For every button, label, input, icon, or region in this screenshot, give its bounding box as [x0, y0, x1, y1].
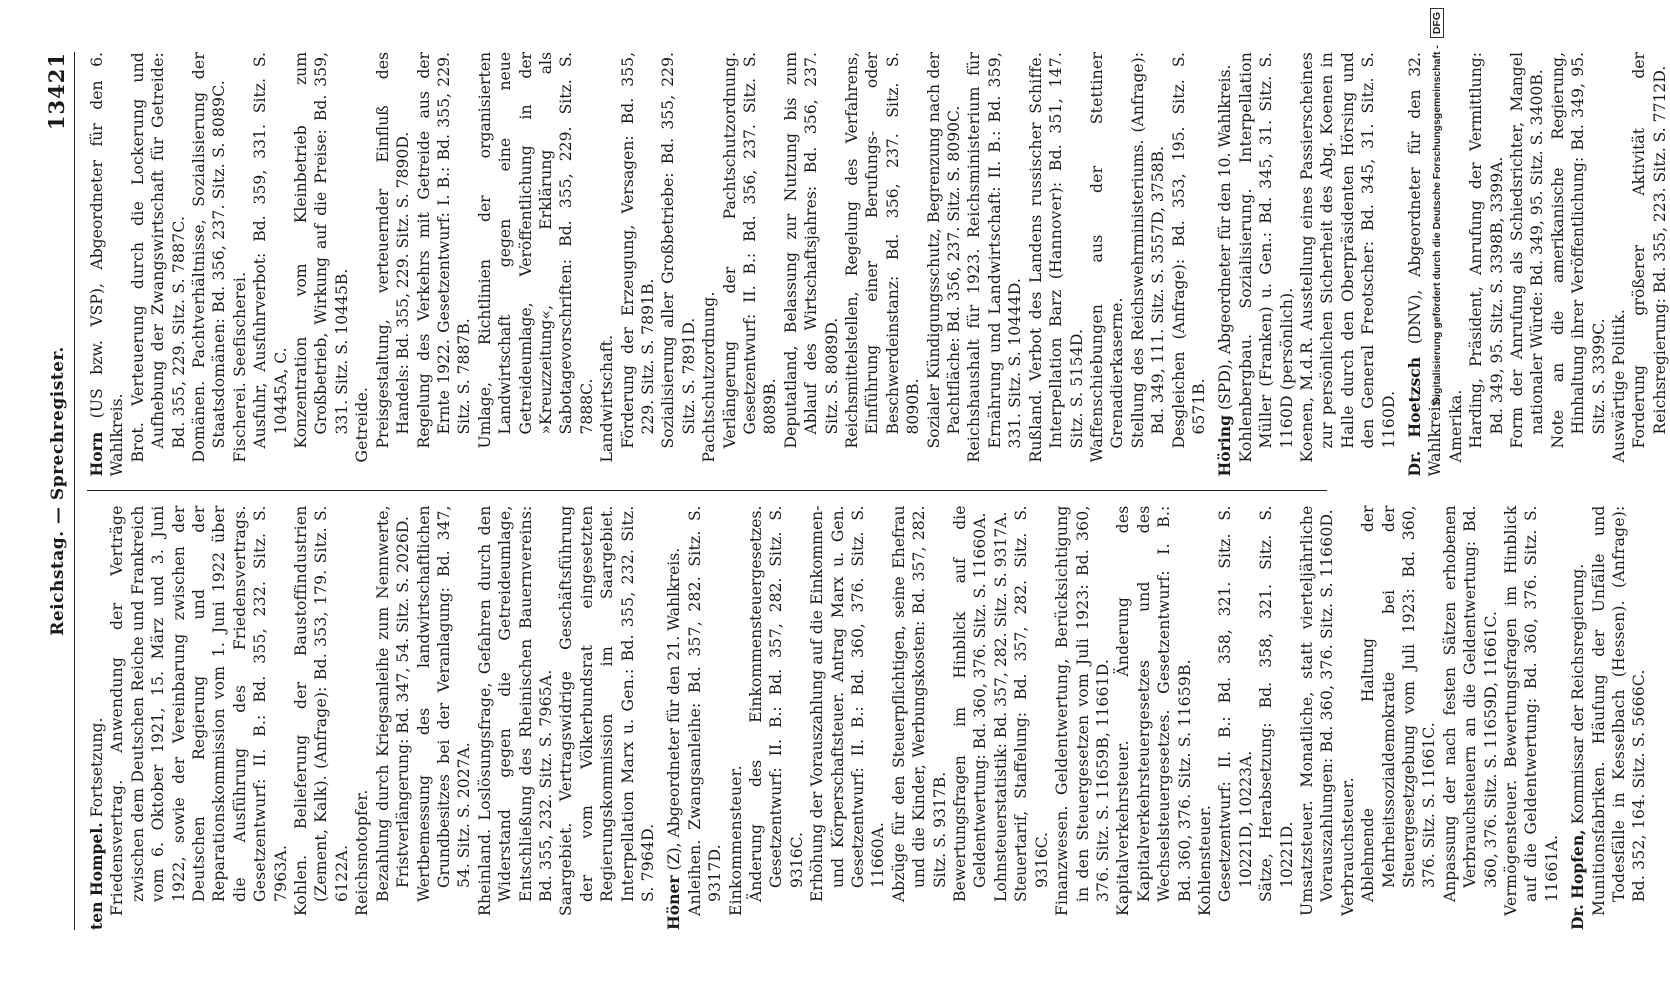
subject-subentry: Änderung des Einkommensteuergesetzes. Gesetzentwurf: II. B.: Bd. 357, 282. Sitz. S. 9316C.: [747, 505, 806, 902]
running-head: [44, 52, 75, 930]
subject-subentry: Reichsmittelstellen, Regelung des Verfahrens, Einführung einer Berufungs- oder Beschwerdeinstanz: Bd. 356, 237. Sitz. S. 8090B.: [843, 52, 923, 449]
subject-subentry: Verlängerung der Pachtschutzordnung. Gesetzentwurf: II. B.: Bd. 356, 237. Sitz. S. 8089B.: [720, 52, 780, 449]
speaker-details: (DNV), Abgeordneter für den 32. Wahlkreis.: [1406, 51, 1445, 477]
register-entry: [1568, 506, 1650, 931]
page-title: Reichstag. — Sprechregister.: [48, 346, 68, 636]
subject-subentry: Konzentration vom Kleinbetrieb zum Großbetrieb, Wirkung auf die Preise: Bd. 359, 331. Sitz. S. 10445B.: [292, 52, 351, 449]
speaker-name: Dr. Hopfen,: [1568, 829, 1588, 930]
subject-subentry: Regelung des Verkehrs mit Getreide aus der Ernte 1922. Gesetzentwurf: I. B.: Bd. 355, 229. Sitz. S. 7887B.: [414, 52, 474, 449]
subject-entry: Kohlen. Belieferung der Baustoffindustrien (Zement, Kalk). (Anfrage): Bd. 353, 179. Sitz. S. 6122A.: [292, 505, 351, 916]
speaker-details: (Z), Abgeordneter für den 21. Wahlkreis.: [665, 547, 684, 876]
subject-entry: Reichsnotopfer.: [353, 789, 372, 916]
subject-entry: Domänen. Pachtverhältnisse, Sozialisierung der Staatsdomänen: Bd. 356, 237. Sitz. S. 8089C.: [190, 52, 229, 463]
subject-subentry: Wertbemessung des landwirtschaftlichen Grundbesitzes bei der Veranlagung: Bd. 347, 54. Sitz. S. 2027A.: [414, 505, 474, 902]
speaker-details: (SPD), Abgeordneter für den 10. Wahlkreis.: [1216, 64, 1235, 415]
subject-entry: Umsatzsteuer. Monatliche, statt vierteljährliche Vorauszahlungen: Bd. 360, 376. Sitz. S. 11660D.: [1297, 505, 1337, 916]
entry-heading: [664, 506, 684, 931]
subject-subentry: Sozialisierung aller Großbetriebe: Bd. 355, 229. Sitz. S. 7891D.: [659, 52, 698, 449]
subject-subentry: Desgleichen (Anfrage): Bd. 353, 195. Sitz. S. 6571B.: [1169, 52, 1208, 449]
dfg-logo: DFG: [1430, 8, 1444, 38]
subject-entry: Munitionsfabriken. Häufung der Unfälle und Todesfälle in Kesselbach (Hessen). (Anfrage): Bd. 352, 164. Sitz. S. 5666C.: [1589, 505, 1649, 916]
subject-entry: Rußland. Verbot des Landens russischer Schiffe. Interpellation Barz (Hannover): Bd. 351, 147. Sitz. S. 5154D.: [1026, 52, 1086, 463]
speaker-name: Höring: [1215, 414, 1235, 477]
subject-subentry: Note an die amerikanische Regierung, Hinhaltung ihrer Veröffentlichung: Bd. 349, 95. Sitz. S. 3399C.: [1548, 52, 1608, 449]
subject-entry: Saargebiet. Vertragswidrige Geschäftsführung der vom Völkerbundsrat eingesetzten Regierungskommission im Saargebiet. Interpellation Marx u. Gen.: Bd. 355, 232. Sitz. S. 7964D.: [557, 505, 657, 916]
subject-subentry: Form der Anrufung als Schiedsrichter, Mangel nationaler Würde: Bd. 349, 95. Sitz. S. 3400B.: [1508, 52, 1547, 449]
subject-entry: Vermögensteuer. Bewertungsfragen im Hinblick auf die Geldentwertung: Bd. 360, 376. Sitz. S. 11661A.: [1502, 505, 1561, 916]
subject-subentry: Gesetzentwurf: II. B.: Bd. 358, 321. Sitz. S. 10221D, 10223A.: [1216, 505, 1255, 902]
subject-entry: Kohlensteuer.: [1195, 805, 1214, 916]
subject-entry: Reichshaushalt für 1923. Reichsministerium für Ernährung und Landwirtschaft: II. B.: Bd. 359, 331. Sitz. S. 10444D.: [965, 52, 1025, 463]
subject-entry: Friedensvertrag. Anwendung der Verträge zwischen dem Deutschen Reiche und Frankreich vom 6. Oktober 1921, 15. März und 3. Juni 1922, sowie der Vereinbarung zwischen der Deutschen Regierung und der Reparationskommission vom 1. Juni 1922 über die Ausführung des Friedensvertrags. Gesetzentwurf: II. B.: Bd. 355, 232. Sitz. S. 7963A.: [108, 505, 290, 916]
entry-heading: [1568, 506, 1588, 931]
speaker-details: Kommissar der Reichsregierung.: [1569, 563, 1588, 830]
subject-entry: Kohlenbergbau. Sozialisierung. Interpellation Müller (Franken) u. Gen.: Bd. 345, 31. Sitz. S. 1160D (persönlich).: [1236, 52, 1296, 463]
subject-entry: Kapitalverkehrsteuer. Änderung des Kapitalverkehrsteuergesetzes und des Wechselsteuergesetzes. Gesetzentwurf: I. B.: Bd. 360, 376. Sitz. S. 11659B.: [1114, 505, 1194, 916]
subject-entry: Landwirtschaft.: [598, 334, 617, 463]
entry-heading: [87, 506, 107, 931]
subject-subentry: Preisgestaltung, verteuernder Einfluß des Handels: Bd. 355, 229. Sitz. S. 7890D.: [373, 52, 413, 449]
speaker-name: Dr. Hoetzsch: [1405, 356, 1424, 477]
register-entry: [87, 506, 658, 931]
speaker-name: Höner: [664, 875, 684, 930]
subject-entry: Brot. Verteuerung durch die Lockerung und Aufhebung der Zwangswirtschaft für Getreide: Bd. 355, 229. Sitz. S. 7887C.: [128, 52, 188, 463]
credit-text: Digitalisierung gefördert durch die Deutsche Forschungsgemeinschaft -: [1431, 45, 1443, 405]
subject-subentry: Bewertungsfragen im Hinblick auf die Geldentwertung: Bd. 360, 376. Sitz. S. 11660A.: [951, 505, 990, 902]
subject-entry: Fischerei. Seefischerei.: [230, 271, 249, 463]
subject-subentry: Deputatland, Belassung zur Nutzung bis zum Ablauf des Wirtschaftsjahres: Bd. 356, 237. Sitz. S. 8089D.: [781, 52, 841, 449]
subject-subentry: Anpassung der nach festen Sätzen erhobenen Verbrauchsteuern an die Geldentwertung: Bd. 360, 376. Sitz. S. 11659D, 11661C.: [1440, 505, 1500, 902]
subject-subentry: Harding, Präsident, Anrufung der Vermittlung: Bd. 349, 95. Sitz. S. 3398B, 3399A.: [1467, 52, 1506, 449]
page-number: 13421: [44, 52, 69, 131]
subject-entry: Verbrauchsteuer.: [1338, 777, 1357, 916]
speaker-name: Horn: [87, 431, 106, 477]
subject-subentry: Forderung größerer Aktivität der Reichsregierung: Bd. 355, 223. Sitz. S. 7712D.: [1630, 52, 1669, 449]
subject-subentry: Ablehnende Haltung der Mehrheitssozialdemokratie bei der Steuergesetzgebung vom Juli 1923: Bd. 360, 376. Sitz. S. 11661C.: [1359, 505, 1439, 902]
subject-subentry: Stellung des Reichswehrministeriums. (Anfrage): Bd. 349, 111. Sitz. S. 3557D, 3758B.: [1128, 52, 1168, 449]
subject-entry: Anleihen. Zwangsanleihe: Bd. 357, 282. Sitz. S. 9317D.: [685, 505, 725, 916]
subject-subentry: Lohnsteuerstatistik: Bd. 357, 282. Sitz. S. 9317A.: [991, 511, 1010, 902]
subject-subentry: Bezahlung durch Kriegsanleihe zum Nennwerte, Fristverlängerung: Bd. 347, 54. Sitz. S. 2026D.: [373, 505, 413, 902]
entry-heading: [1215, 52, 1235, 477]
subject-entry: Getreide.: [353, 386, 372, 463]
subject-subentry: Sätze, Herabsetzung: Bd. 358, 321. Sitz. S. 10221D.: [1257, 505, 1296, 902]
subject-subentry: Förderung der Erzeugung, Versagen: Bd. 355, 229. Sitz. S. 7891B.: [618, 52, 657, 449]
left-column: [87, 491, 1649, 931]
register-entry: [87, 52, 1209, 477]
subject-subentry: Erhöhung der Vorauszahlung auf die Einkommen- und Körperschaftsteuer. Antrag Marx u. Gen. Gesetzentwurf: II. B.: Bd. 360, 376. Sitz. S. 11660A.: [808, 505, 888, 902]
subject-subentry: Ausfuhr, Ausfuhrverbot: Bd. 359, 331. Sitz. S. 10445A, C.: [251, 52, 290, 449]
register-entry: [1405, 52, 1670, 477]
subject-entry: Waffenschiebungen aus der Stettiner Grenadierkaserne.: [1087, 52, 1127, 463]
subject-subentry: Umlage, Richtlinien der organisierten Landwirtschaft gegen eine neue Getreideumlage, Veröffentlichung in der »Kreuzzeitung«, Erklärung als Sabotagevorschriften: Bd. 355, 229. Sitz. S. 7888C.: [475, 52, 596, 449]
speaker-details: (US bzw. VSP), Abgeordneter für den 6. Wahlkreis.: [88, 52, 127, 477]
subject-subentry: Abzüge für den Steuerpflichtigen, seine Ehefrau und die Kinder, Werbungskosten: Bd. 357, 282. Sitz. S. 9317B.: [889, 505, 949, 902]
subject-entry: Amerika.: [1446, 389, 1465, 463]
subject-entry: Auswärtige Politik.: [1610, 308, 1629, 463]
subject-entry: Einkommensteuer.: [726, 765, 745, 916]
entry-heading: [87, 52, 128, 477]
subject-subentry: Steuertarif, Staffelung: Bd. 357, 282. Sitz. S. 9316C.: [1012, 505, 1051, 902]
subject-subentry: Sozialer Kündigungsschutz, Begrenzung nach der Pachtfläche: Bd. 356, 237. Sitz. S. 8090C.: [924, 52, 964, 449]
register-entry: [1215, 52, 1399, 477]
speaker-name: ten Hompel.: [87, 822, 106, 930]
subject-entry: Finanzwesen. Geldentwertung, Berücksichtigung in den Steuergesetzen vom Juli 1923: Bd. 360, 376. Sitz. S. 11659B, 11661D.: [1053, 505, 1112, 916]
subject-entry: Rheinland. Loslösungsfrage, Gefahren durch den Widerstand gegen die Getreideumlage, Entschließung des Rheinischen Bauernvereins: Bd. 355, 232. Sitz. S. 7965A.: [475, 505, 555, 916]
subject-entry: Koenen, M.d.R. Ausstellung eines Passierscheines zur persönlichen Sicherheit des Abg. Koenen in Halle durch den Oberpräsidenten Hörsing und den General Freotscher: Bd. 345, 31. Sitz. S. 1160D.: [1297, 52, 1398, 463]
speaker-details: Fortsetzung.: [88, 717, 106, 823]
subject-entry: Pachtschutzordnung.: [700, 291, 719, 463]
